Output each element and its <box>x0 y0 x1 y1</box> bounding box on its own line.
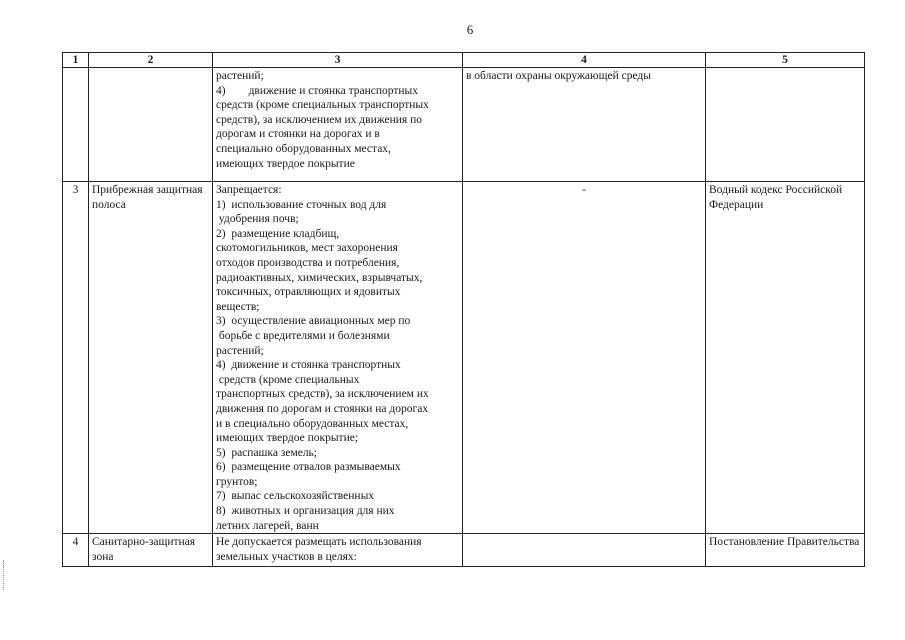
table-row <box>63 68 865 182</box>
zone-name: Прибрежная защитная полоса <box>89 182 213 534</box>
zone-name <box>89 68 213 182</box>
restriction-line: средств (кроме специальных <box>216 373 360 386</box>
restriction-line: имеющих твердое покрытие; <box>216 432 359 445</box>
zone-name: Санитарно-защитная зона <box>89 534 213 567</box>
restriction-line: токсичных, отравляющих и ядовитых <box>216 286 401 299</box>
restriction-line: 5) распашка земель; <box>216 446 318 459</box>
column-4-cell: в области охраны окружающей среды <box>463 68 706 182</box>
restriction-line: Не допускается размещать использования <box>216 536 422 549</box>
scan-margin-mark <box>3 560 7 590</box>
restriction-line: веществ; <box>216 300 260 313</box>
restriction-line: Запрещается: <box>216 184 282 196</box>
restrictions-cell <box>213 68 463 182</box>
column-header-4: 4 <box>463 53 706 68</box>
restriction-line: радиоактивных, химических, взрывчатых, <box>216 271 423 284</box>
restriction-line: движения по дорогам и стоянки на дорогах <box>216 402 429 415</box>
restriction-line: борьбе с вредителями и болезнями <box>216 329 390 342</box>
restriction-line: отходов производства и потребления, <box>216 256 400 269</box>
column-header-3: 3 <box>213 53 463 68</box>
restriction-line: средств), за исключением их движения по <box>216 113 423 126</box>
restriction-line: растений; <box>216 70 264 82</box>
restriction-line: имеющих твердое покрытие <box>216 157 355 170</box>
restriction-line: 6) размещение отвалов размываемых <box>216 461 401 474</box>
restriction-line: транспортных средств), за исключением их <box>216 388 429 401</box>
legal-basis: Постановление Правительства <box>706 534 865 567</box>
column-4-cell <box>463 534 706 567</box>
restriction-line: 1) использование сточных вод для <box>216 198 387 211</box>
restriction-line: грунтов; <box>216 475 258 488</box>
restriction-line: 8) животных и организация для них <box>216 505 395 518</box>
restriction-line: и в специально оборудованных местах, <box>216 417 409 430</box>
row-number <box>63 68 89 182</box>
table-row <box>63 182 865 534</box>
restriction-line: средств (кроме специальных транспортных <box>216 99 429 112</box>
table-row <box>63 534 865 567</box>
restriction-line: удобрения почв; <box>216 213 299 226</box>
restriction-line: летних лагерей, ванн <box>216 519 319 532</box>
restrictions-cell <box>213 534 463 567</box>
restriction-line: 4) движение и стоянка транспортных <box>216 84 419 97</box>
restriction-line: специально оборудованных местах, <box>216 142 391 155</box>
column-header-1: 1 <box>63 53 89 68</box>
restrictions-table <box>62 52 865 567</box>
column-4-cell <box>463 182 706 534</box>
restriction-line: 2) размещение кладбищ, <box>216 227 340 240</box>
restriction-line: земельных участков в целях: <box>216 550 357 563</box>
column-header-5: 5 <box>706 53 865 68</box>
restriction-line: 3) осуществление авиационных мер по <box>216 315 411 328</box>
restriction-line: растений; <box>216 344 264 357</box>
restriction-line: 4) движение и стоянка транспортных <box>216 359 401 372</box>
restriction-line: скотомогильников, мест захоронения <box>216 242 398 255</box>
column-4-dash: - <box>582 184 586 196</box>
restrictions-cell <box>213 182 463 534</box>
column-header-2: 2 <box>89 53 213 68</box>
legal-basis <box>706 68 865 182</box>
row-number: 4 <box>63 534 89 567</box>
restriction-line: 7) выпас сельскохозяйственных <box>216 490 375 503</box>
restriction-line: дорогам и стоянки на дорогах и в <box>216 128 380 141</box>
legal-basis: Водный кодекс Российской Федерации <box>706 182 865 534</box>
table-header-row <box>63 53 865 68</box>
page-number: 6 <box>466 22 474 37</box>
row-number: 3 <box>63 182 89 534</box>
